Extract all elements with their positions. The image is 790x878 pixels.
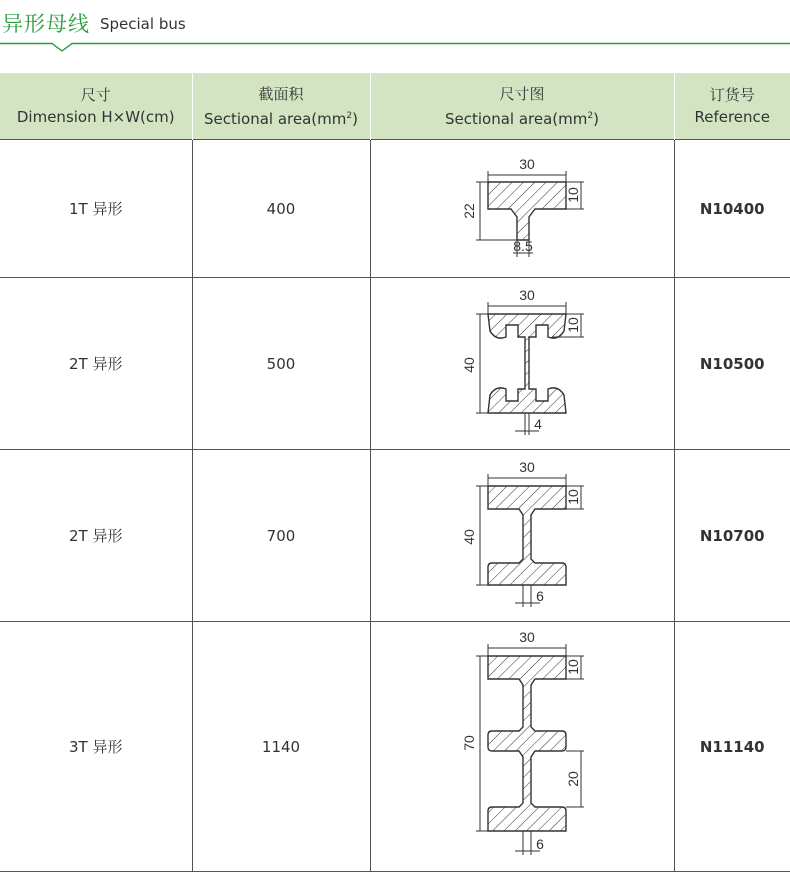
table-row <box>0 450 790 622</box>
drawing-cell <box>370 278 674 450</box>
table-row <box>0 622 790 872</box>
double-t-profile <box>488 486 566 585</box>
dim-width-label: 30 <box>519 628 535 645</box>
dimension-cell: 2T 异形 <box>0 278 192 450</box>
reference-cell: N10700 <box>674 450 790 622</box>
area-cell: 700 <box>192 450 370 622</box>
dim-web-label: 6 <box>536 587 544 604</box>
dim-pitch-label: 20 <box>565 770 581 787</box>
header-reference <box>674 73 790 140</box>
drawing-cell <box>370 622 674 872</box>
dimension-cell: 2T 异形 <box>0 450 192 622</box>
section-drawing-2t <box>372 451 672 621</box>
header-zh: 订货号 <box>709 86 755 104</box>
header-en <box>371 105 674 130</box>
dimension-cell: 3T 异形 <box>0 622 192 872</box>
table-row <box>0 140 790 278</box>
table-row <box>0 278 790 450</box>
dim-flange-label: 10 <box>565 658 581 675</box>
header-en-text: Sectional area(mm <box>204 109 347 128</box>
header-zh: 截面积 <box>258 84 304 103</box>
dim-height-label: 22 <box>461 202 477 219</box>
double-t-channel-profile <box>488 314 566 413</box>
dim-web-label: 8.5 <box>513 237 533 254</box>
header-en <box>193 105 370 130</box>
dim-web-label: 6 <box>536 835 544 852</box>
section-title-en: Special bus <box>100 15 186 33</box>
area-cell: 400 <box>192 140 370 278</box>
drawing-cell <box>370 140 674 278</box>
area-cell: 1140 <box>192 622 370 872</box>
section-header <box>0 0 790 60</box>
drawing-cell <box>370 450 674 622</box>
section-drawing-2t-channel <box>372 279 672 449</box>
dim-height-label: 70 <box>461 734 477 751</box>
header-zh: 尺寸 <box>80 86 111 104</box>
dim-web-label: 4 <box>534 415 542 432</box>
section-drawing-3t <box>372 623 672 871</box>
superscript: 2 <box>346 110 353 121</box>
section-title-zh: 异形母线 <box>2 12 90 36</box>
area-cell: 500 <box>192 278 370 450</box>
header-dimension <box>0 73 192 140</box>
header-en: Dimension H×W(cm) <box>16 108 175 126</box>
table-header-row <box>0 73 790 140</box>
dim-width-label: 30 <box>519 155 535 172</box>
header-en-suffix: ) <box>593 109 599 128</box>
reference-cell: N10400 <box>674 140 790 278</box>
dim-flange-label: 10 <box>565 488 581 505</box>
dim-height-label: 40 <box>461 356 477 373</box>
dim-width-label: 30 <box>519 286 535 303</box>
dim-flange-label: 10 <box>565 186 581 203</box>
dim-height-label: 40 <box>461 528 477 545</box>
dim-width-label: 30 <box>519 458 535 475</box>
dim-flange-label: 10 <box>565 316 581 333</box>
header-en-text: Sectional area(mm <box>445 109 588 128</box>
header-en: Reference <box>694 108 771 126</box>
header-drawing <box>370 73 674 140</box>
header-area <box>192 73 370 140</box>
special-bus-table <box>0 73 790 872</box>
triple-t-profile <box>488 656 566 831</box>
reference-cell: N10500 <box>674 278 790 450</box>
superscript: 2 <box>587 110 594 121</box>
section-drawing-1t <box>372 141 672 277</box>
header-en-suffix: ) <box>352 109 358 128</box>
t-profile <box>488 182 566 240</box>
header-zh: 尺寸图 <box>499 84 545 103</box>
reference-cell: N11140 <box>674 622 790 872</box>
dimension-cell: 1T 异形 <box>0 140 192 278</box>
